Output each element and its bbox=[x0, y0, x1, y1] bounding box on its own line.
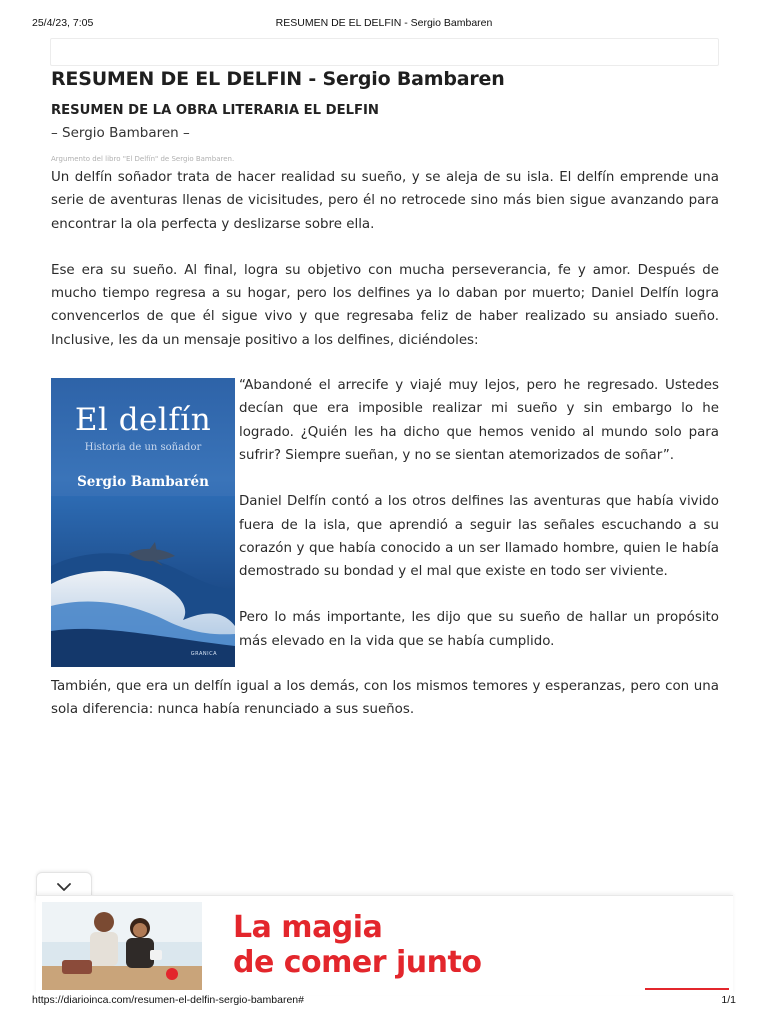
author-line: – Sergio Bambaren – bbox=[51, 125, 190, 141]
article bbox=[51, 66, 719, 722]
ad-headline bbox=[233, 910, 497, 982]
top-ad-placeholder bbox=[50, 38, 719, 66]
paragraph-1: Un delfín soñador trata de hacer realidad su sueño, y se aleja de su isla. El delfín emprende una serie de aventuras llenas de vicisitudes, pero él no retrocede sino más bien sigue avanzando para encontrar la ola perfecta y deslizarse sobre ella. bbox=[51, 170, 719, 232]
book-cover-image bbox=[51, 378, 235, 667]
ad-headline-line-1: La magia bbox=[233, 910, 383, 945]
print-footer bbox=[32, 994, 736, 1008]
print-header bbox=[32, 17, 736, 31]
paragraph-3: “Abandoné el arrecife y viajé muy lejos, pero he regresado. Ustedes decían que era imposible realizar mi sueño y sin embargo lo he logrado. ¿Quién les ha dicho que hemos venido al mundo solo para sufrir? Siempre sueñan, y no se sientan atemorizados de soñar”. bbox=[239, 378, 719, 463]
book-cover-title: El delfín bbox=[74, 402, 212, 439]
page-title: RESUMEN DE EL DELFIN - Sergio Bambaren bbox=[51, 68, 505, 90]
bottom-ad-banner[interactable] bbox=[36, 895, 733, 995]
print-datetime: 25/4/23, 7:05 bbox=[32, 17, 94, 29]
article-subtitle: RESUMEN DE LA OBRA LITERARIA EL DELFIN bbox=[51, 103, 379, 118]
ad-accent-line bbox=[645, 988, 729, 990]
print-url: https://diarioinca.com/resumen-el-delfin-sergio-bambaren# bbox=[32, 994, 304, 1006]
book-publisher: GRANICA bbox=[190, 651, 217, 658]
paragraph-5: Pero lo más importante, les dijo que su sueño de hallar un propósito más elevado en la vida que se había cumplido. bbox=[239, 610, 719, 649]
paragraph-6: También, que era un delfín igual a los demás, con los mismos temores y esperanzas, pero con una sola diferencia: nunca había renunciado a sus sueños. bbox=[51, 679, 719, 718]
ad-photo bbox=[42, 902, 202, 990]
book-side-text bbox=[239, 374, 719, 653]
paragraph-2: Ese era su sueño. Al final, logra su objetivo con mucha perseverancia, fe y amor. Después de mucho tiempo regresa a su hogar, pero los delfines ya lo daban por muerto; Daniel Delfín logra convencerlos de que él sigue vivo y que regresaba feliz de haber realizado su ansiado sueño. Inclusive, les da un mensaje positivo a los delfines, diciéndoles: bbox=[51, 262, 719, 348]
wave-dolphin-illustration bbox=[51, 496, 235, 667]
ad-headline-line-2: de comer junto bbox=[233, 945, 482, 980]
book-section bbox=[51, 374, 719, 670]
paragraph-4: Daniel Delfín contó a los otros delfines las aventuras que había vivido fuera de la isla, que aprendió a seguir las señales escuchando a su corazón y que había conocido a un ser llamado hombre, quien le había demostrado su bondad y el mal que existe en todo ser viviente. bbox=[239, 494, 719, 580]
book-cover-author: Sergio Bambarén bbox=[77, 474, 209, 491]
print-page-title: RESUMEN DE EL DELFIN - Sergio Bambaren bbox=[275, 17, 493, 29]
ad-family-photo bbox=[42, 902, 202, 990]
book-cover-subtitle: Historia de un soñador bbox=[84, 442, 202, 454]
chevron-down-icon bbox=[56, 882, 72, 892]
page-number: 1/1 bbox=[721, 994, 736, 1006]
image-caption: Argumento del libro "El Delfín" de Sergio Bambaren. bbox=[51, 155, 235, 163]
